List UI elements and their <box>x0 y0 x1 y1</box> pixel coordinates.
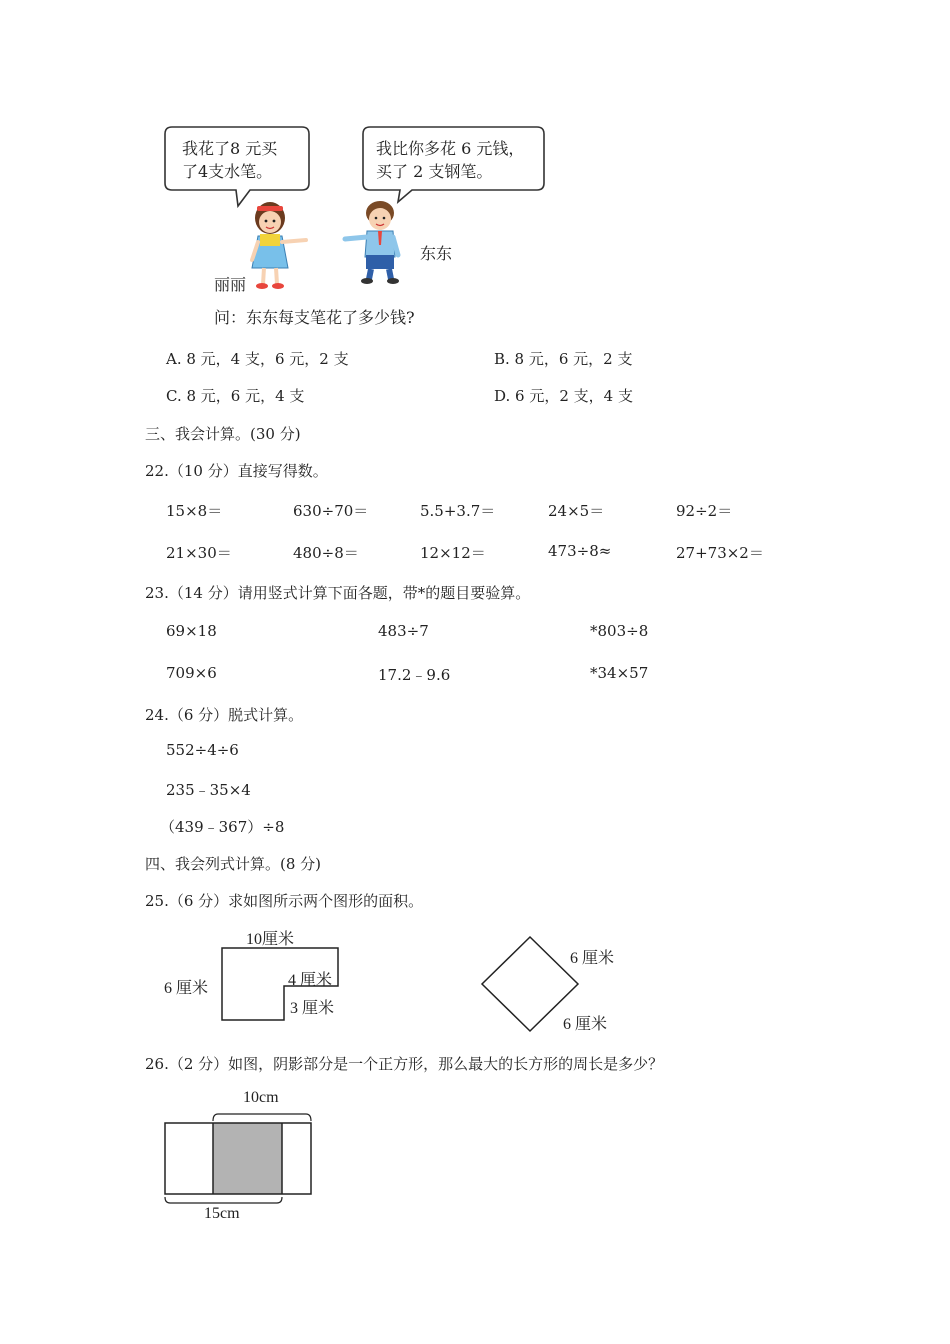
q22-item: 21×30＝ <box>166 544 232 562</box>
boy-name: 东东 <box>420 244 453 263</box>
q22-item: 5.5+3.7＝ <box>420 502 496 520</box>
boy-speech-line-1: 我比你多花 6 元钱， <box>376 139 525 158</box>
rect-bottom-label: 15cm <box>204 1205 240 1222</box>
q22-item: 92÷2＝ <box>676 502 733 520</box>
option-a: A. 8 元，4 支，6 元，2 支 <box>166 350 349 368</box>
girl-name: 丽丽 <box>214 275 247 294</box>
q22-item: 473÷8≈ <box>548 542 612 560</box>
l-shape-top-label: 10厘米 <box>246 931 295 948</box>
q24-item: 235﹣35×4 <box>166 781 251 799</box>
square-side-label-2: 6 厘米 <box>563 1016 608 1033</box>
q22-item: 27+73×2＝ <box>676 544 764 562</box>
girl-speech-line-2: 了4支水笔。 <box>182 162 273 181</box>
l-shape-notch-h-label: 4 厘米 <box>288 972 333 989</box>
q23-item: *803÷8 <box>590 622 649 640</box>
q26-title: 26.（2 分）如图，阴影部分是一个正方形，那么最大的长方形的周长是多少？ <box>145 1055 664 1073</box>
q22-item: 630÷70＝ <box>293 502 369 520</box>
q23-item: 709×6 <box>166 664 217 682</box>
l-shape-notch-v-label: 3 厘米 <box>290 1000 335 1017</box>
q23-title: 23.（14 分）请用竖式计算下面各题，带*的题目要验算。 <box>145 584 531 602</box>
shaded-square <box>213 1123 282 1194</box>
illustration-question: 问：东东每支笔花了多少钱? <box>214 308 415 327</box>
rect-top-label: 10cm <box>243 1089 279 1106</box>
q23-item: 17.2﹣9.6 <box>378 666 451 684</box>
q23-item: 69×18 <box>166 622 217 640</box>
option-c: C. 8 元，6 元，4 支 <box>166 387 305 405</box>
l-shape-left-label: 6 厘米 <box>164 980 209 997</box>
q22-item: 12×12＝ <box>420 544 486 562</box>
option-d: D. 6 元，2 支，4 支 <box>494 387 633 405</box>
q22-item: 24×5＝ <box>548 502 605 520</box>
q24-title: 24.（6 分）脱式计算。 <box>145 706 304 724</box>
q24-item: 552÷4÷6 <box>166 741 239 759</box>
q24-item: （439﹣367）÷8 <box>160 818 285 836</box>
q22-item: 480÷8＝ <box>293 544 359 562</box>
q23-item: *34×57 <box>590 664 649 682</box>
q23-item: 483÷7 <box>378 622 429 640</box>
boy-speech-line-2: 买了 2 支钢笔。 <box>376 162 493 181</box>
option-b: B. 8 元，6 元，2 支 <box>494 350 633 368</box>
q22-item: 15×8＝ <box>166 502 223 520</box>
q22-title: 22.（10 分）直接写得数。 <box>145 462 328 480</box>
section-3-title: 三、我会计算。(30 分) <box>145 425 301 443</box>
q25-title: 25.（6 分）求如图所示两个图形的面积。 <box>145 892 424 910</box>
section-4-title: 四、我会列式计算。(8 分) <box>145 855 322 873</box>
girl-speech-line-1: 我花了8 元买 <box>182 139 278 158</box>
square-side-label-1: 6 厘米 <box>570 950 615 967</box>
